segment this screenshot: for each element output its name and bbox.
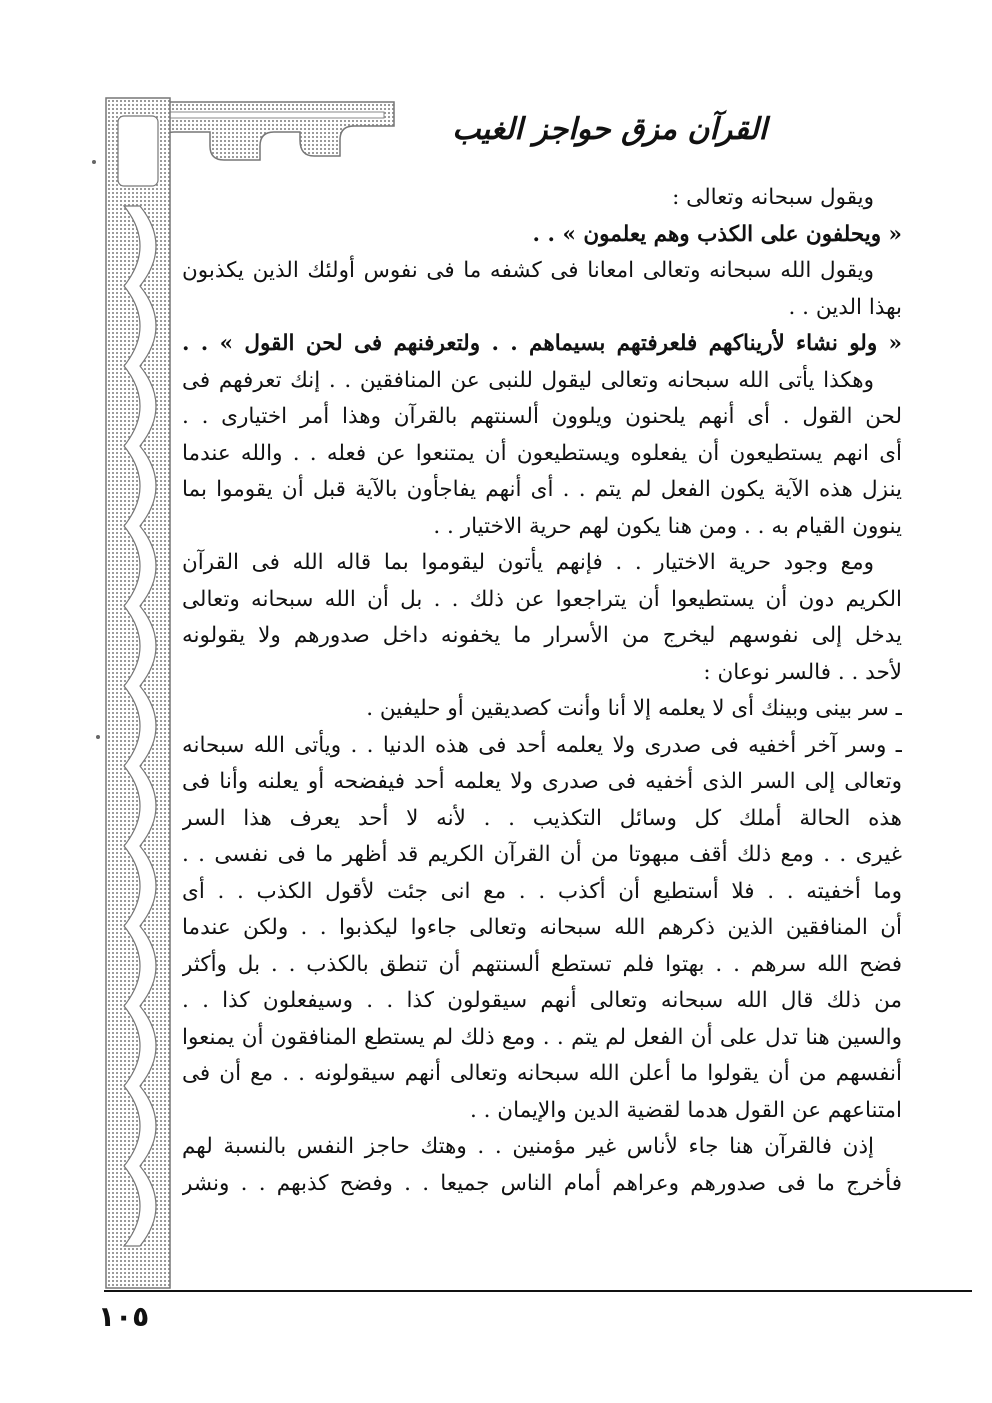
text-line: وتعالى إلى السر الذى أخفيه فى صدرى ولا يعلمه أحد فيفضحه أو يعلنه وأنا فى bbox=[182, 769, 902, 794]
text-line: يدخل إلى نفوسهم ليخرج من الأسرار ما يخفونه داخل صدورهم ولا يقولونه bbox=[182, 623, 902, 648]
text-line: لحن القول . أى أنهم يلحنون ويلوون ألسنتهم بالقرآن وهذا أمر اختيارى . . bbox=[182, 404, 902, 429]
body-text bbox=[182, 180, 902, 1202]
text-line: ومع وجود حرية الاختيار . . فإنهم يأتون ليقوموا بما قاله الله فى القرآن bbox=[182, 550, 874, 575]
text-line: أنفسهم من أن يقولوا ما أعلن الله سبحانه وتعالى أنهم سيقولونه . . مع أن فى bbox=[182, 1061, 902, 1086]
scan-speck bbox=[96, 735, 100, 739]
text-line: ينوون القيام به . . ومن هنا يكون لهم حرية الاختيار . . bbox=[433, 513, 902, 539]
text-line: فضح الله سرهم . . بهتوا فلم تستطع ألسنتهم أن تنطق بالكذب . . بل وأكثر bbox=[182, 951, 902, 977]
running-header-title: القرآن مزق حواجز الغيب bbox=[452, 112, 767, 147]
text-line: ـ سر بينى وبينك أى لا يعلمه إلا أنا وأنت كصديقين أو حليفين . bbox=[366, 696, 902, 721]
scan-speck bbox=[92, 160, 96, 164]
quran-verse-line: « ولو نشاء لأريناكهم فلعرفتهم بسيماهم . . ولتعرفنهم فى لحن القول » . . bbox=[182, 331, 902, 356]
text-line: ويقول سبحانه وتعالى : bbox=[672, 185, 874, 210]
text-line: وهكذا يأتى الله سبحانه وتعالى ليقول للنبى عن المنافقين . . إنك تعرفهم فى bbox=[182, 367, 874, 393]
text-line: أى انهم يستطيعون أن يفعلوه ويستطيعون أن يمتنعوا عن فعله . . والله عندما bbox=[182, 440, 902, 466]
text-line: ويقول الله سبحانه وتعالى امعانا فى كشفه ما فى نفوس أولئك الذين يكذبون bbox=[182, 258, 874, 283]
text-line: لأحد . . فالسر نوعان : bbox=[703, 659, 902, 685]
text-line: هذه الحالة أملك كل وسائل التكذيب . . لأنه لا أحد يعرف هذا السر bbox=[182, 805, 902, 831]
quran-verse-line: « ويحلفون على الكذب وهم يعلمون » . . bbox=[532, 221, 902, 247]
text-line: فأخرج ما فى صدورهم وعراهم أمام الناس جميعا . . وفضح كذبهم . . ونشر bbox=[182, 1170, 902, 1196]
text-line: والسين هنا تدل على أن الفعل لم يتم . . ومع ذلك لم يستطع المنافقون أن يمنعوا bbox=[182, 1024, 902, 1050]
text-line: وما أخفيته . . فلا أستطيع أن أكذب . . مع انى جئت لأقول الكذب . . أى bbox=[182, 878, 902, 904]
text-line: بهذا الدين . . bbox=[788, 294, 902, 320]
text-line: امتناعهم عن القول هدما لقضية الدين والإيمان . . bbox=[469, 1097, 902, 1123]
ornament-left-border bbox=[104, 96, 176, 1292]
text-line: غيرى . . ومع ذلك أقف مبهوتا من أن القرآن الكريم قد أظهر ما فى نفسى . . bbox=[182, 842, 902, 867]
text-line: من ذلك قال الله سبحانه وتعالى أنهم سيقولون كذا . . وسيفعلون كذا . . bbox=[182, 988, 902, 1013]
text-line: ينزل هذه الآية يكون الفعل لم يتم . . أى أنهم يفاجأون بالآية قبل أن يقوموا بما bbox=[182, 477, 902, 502]
text-line: الكريم دون أن يستطيعوا أن يتراجعوا عن ذلك . . بل أن الله سبحانه وتعالى bbox=[182, 586, 902, 612]
text-line: إذن فالقرآن هنا جاء لأناس غير مؤمنين . . وهتك حاجز النفس بالنسبة لهم bbox=[182, 1134, 874, 1159]
text-line: ـ وسر آخر أخفيه فى صدرى ولا يعلمه أحد فى هذه الدنيا . . ويأتى الله سبحانه bbox=[182, 732, 902, 758]
footer-rule bbox=[104, 1290, 972, 1292]
page-number: ١٠٥ bbox=[98, 1300, 150, 1333]
text-line: أن المنافقين الذين ذكرهم الله سبحانه وتعالى جاءوا ليكذبوا . . ولكن عندما bbox=[182, 915, 902, 940]
